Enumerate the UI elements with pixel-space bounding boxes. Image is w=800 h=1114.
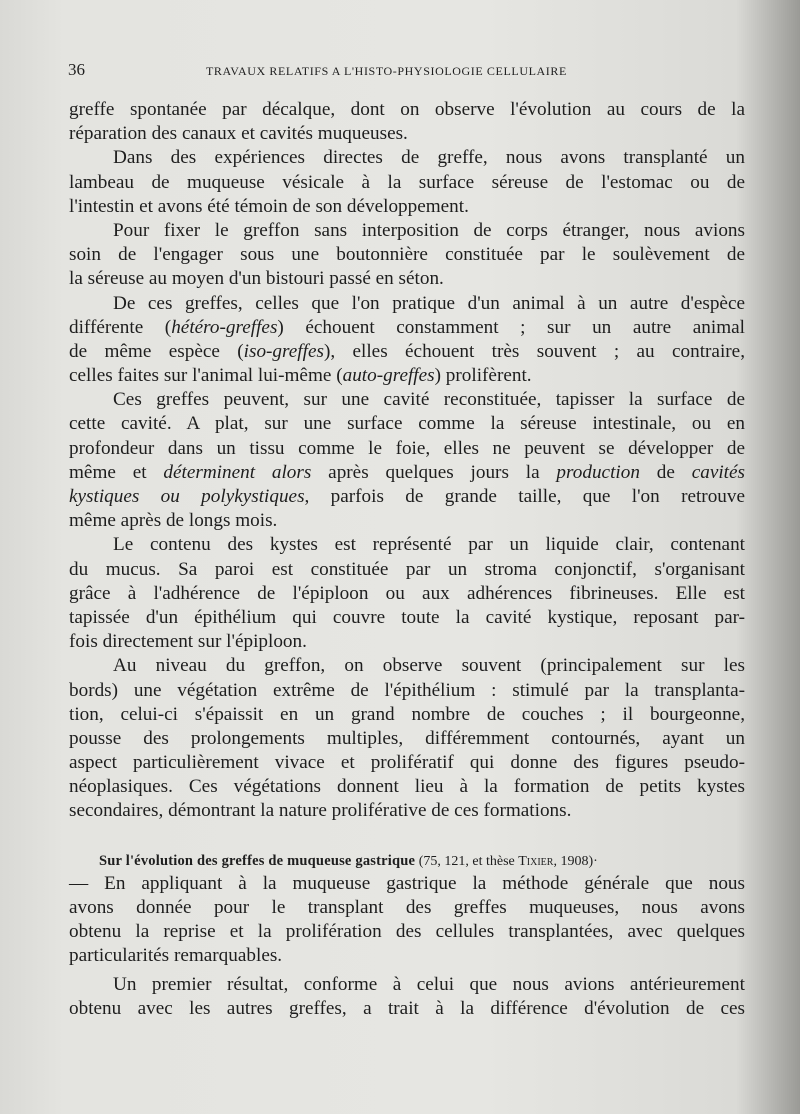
- text-line: la séreuse au moyen d'un bistouri passé en séton.: [69, 268, 444, 290]
- text-line: kystiques ou polykystiques, parfois de grande taille, que l'on retrouve: [69, 486, 745, 507]
- text-line: Un premier résultat, conforme à celui que nous avions antérieurement: [113, 973, 745, 995]
- section-gap: [69, 824, 745, 848]
- text-line: du mucus. Sa paroi est constituée par un stroma conjonctif, s'organisant: [69, 558, 745, 580]
- page-number: 36: [68, 60, 85, 79]
- text-line: bords) une végétation extrême de l'épithélium : stimulé par la transplanta-: [69, 679, 745, 701]
- author-name: Tixier: [518, 853, 554, 869]
- section-heading-line: Sur l'évolution des greffes de muqueuse gastrique (75, 121, et thèse Tixier, 1908)·: [99, 852, 598, 869]
- text-line: Ces greffes peuvent, sur une cavité reconstituée, tapisser la surface de: [113, 389, 745, 411]
- text-line: lambeau de muqueuse vésicale à la surface séreuse de l'estomac ou de: [69, 171, 745, 193]
- text-line: pousse des prolongements multiples, différemment contournés, ayant un: [69, 727, 745, 749]
- text-line: Dans des expériences directes de greffe, nous avons transplanté un: [113, 147, 745, 169]
- page-body: [69, 98, 745, 1021]
- paragraph: [69, 98, 745, 146]
- italic-term: production: [556, 461, 640, 483]
- text-line: même et déterminent alors après quelques jours la production de cavités: [69, 461, 745, 483]
- text-line: obtenu la reprise et la prolifération des cellules transplantées, avec quelques: [69, 921, 745, 943]
- text-line: secondaires, démontrant la nature proliférative de ces formations.: [69, 800, 572, 822]
- text-line: tion, celui-ci s'épaissit en un grand nombre de couches ; il bourgeonne,: [69, 703, 745, 725]
- text-line: greffe spontanée par décalque, dont on observe l'évolution au cours de la: [69, 99, 745, 120]
- italic-term: hétéro-greffes: [171, 316, 278, 338]
- paragraph: [69, 533, 745, 654]
- italic-term: déterminent alors: [163, 461, 312, 483]
- text-line: néoplasiques. Ces végétations donnent lieu à la formation de petits kystes: [69, 776, 745, 798]
- italic-term: auto-greffes: [342, 365, 435, 387]
- text-line: l'intestin et avons été témoin de son développement.: [69, 195, 469, 217]
- text-line: tapissée d'un épithélium qui couvre toute la cavité kystique, reposant par-: [69, 606, 745, 628]
- text-line: grâce à l'adhérence de l'épiploon ou aux adhérences fibrineuses. Elle est: [69, 582, 745, 604]
- text-line: même après de longs mois.: [69, 510, 278, 532]
- text-line: cette cavité. A plat, sur une surface comme la séreuse intestinale, ou en: [69, 413, 745, 435]
- text-line: soin de l'engager sous une boutonnière constituée par le soulèvement de: [69, 244, 745, 266]
- paragraph: [69, 654, 745, 823]
- text-line: avons donnée pour le transplant des greffes muqueuses, nous avons: [69, 897, 745, 918]
- paragraph: [69, 146, 745, 219]
- text-line: De ces greffes, celles que l'on pratique d'un animal à un autre d'espèce: [113, 292, 745, 314]
- text-line: différente (hétéro-greffes) échouent constamment ; sur un autre animal: [69, 316, 745, 338]
- paragraph: [69, 973, 745, 1021]
- text-line: particularités remarquables.: [69, 945, 283, 967]
- italic-term: cavités: [691, 461, 745, 483]
- section: [69, 848, 745, 969]
- paragraph: [69, 388, 745, 533]
- italic-term: iso-greffes: [243, 340, 324, 362]
- text-line: — En appliquant à la muqueuse gastrique la méthode générale que nous: [69, 872, 745, 894]
- text-line: profondeur dans un tissu comme le foie, elles ne peuvent se développer de: [69, 437, 745, 459]
- text-line: celles faites sur l'animal lui-même (auto-greffes) prolifèrent.: [69, 365, 532, 387]
- text-line: aspect particulièrement vivace et prolifératif qui donne des figures pseudo-: [69, 752, 745, 774]
- text-line: obtenu avec les autres greffes, a trait à la différence d'évolution de ces: [69, 997, 745, 1019]
- text-line: Au niveau du greffon, on observe souvent (principalement sur les: [113, 655, 745, 677]
- text-line: de même espèce (iso-greffes), elles échouent très souvent ; au contraire,: [69, 340, 745, 362]
- paragraph: [69, 292, 745, 389]
- running-head: TRAVAUX RELATIFS A L'HISTO-PHYSIOLOGIE CELLULAIRE: [206, 64, 567, 78]
- italic-term: kystiques ou polykystiques: [69, 486, 305, 507]
- text-line: Pour fixer le greffon sans interposition de corps étranger, nous avions: [113, 219, 745, 241]
- page-header: [68, 60, 748, 86]
- paragraph: [69, 219, 745, 292]
- section-title: Sur l'évolution des greffes de muqueuse gastrique: [99, 852, 416, 869]
- text-line: Le contenu des kystes est représenté par un liquide clair, contenant: [113, 534, 745, 556]
- text-line: réparation des canaux et cavités muqueuses.: [69, 123, 408, 145]
- text-line: fois directement sur l'épiploon.: [69, 631, 307, 653]
